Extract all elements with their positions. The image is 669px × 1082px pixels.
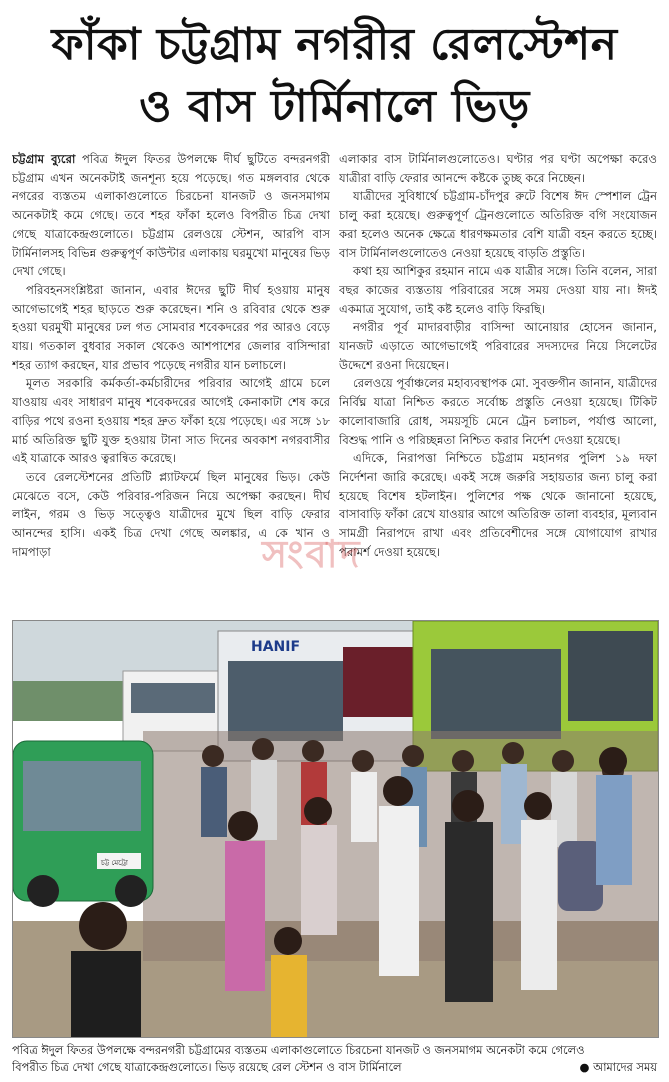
watermark: সংবাদ <box>262 532 362 576</box>
headline <box>12 0 657 138</box>
article-column-left <box>12 150 330 610</box>
article-column-right <box>339 150 657 610</box>
photo-bus-green-windshield <box>431 649 561 739</box>
photo-person-pink <box>225 841 265 991</box>
article-paragraph: কথা হয় আশিকুর রহমান নামে এক যাত্রীর সঙ্গে। তিনি বলেন, সারা বছর কাজের ব্যস্ততায় পরিবারের সঙ্গে সময় দেওয়া যায় না। ঈদই একমাত্র সুযোগ, তাই কষ্ট হলেও বাড়ি ফিরছি। <box>339 264 657 316</box>
article-paragraph: রেলওয়ে পূর্বাঞ্চলের মহাব্যবস্থাপক মো. সুবক্তগীন জানান, যাত্রীদের নির্বিঘ্ন যাত্রা নিশ্চিত করতে সর্বোচ্চ প্রস্তুতি নেওয়া হয়েছে। টিকিট কালোবাজারি রোধ, সময়সূচি মেনে ট্রেন চলাচল, পর্যাপ্ত আলো, বিশুদ্ধ পানি ও পরিচ্ছন্নতা নিশ্চিত করার নির্দেশ দেওয়া হয়েছে। <box>339 376 657 447</box>
headline-line-2: ও বাস টার্মিনালে ভিড় <box>139 81 530 132</box>
article-paragraph: পরিবহনসংশ্লিষ্টরা জানান, এবার ঈদের ছুটি দীর্ঘ হওয়ায় মানুষ আগেভাগেই শহর ছাড়তে শুরু করেছেন। শনি ও রবিবার থেকে শুরু হওয়া ঘরমুখী মানুষের ঢল গত সোমবার শবেকদরের পর আরও বেড়ে যায়। গতকাল বুধবার সকাল থেকেও আশপাশের জেলার বাসিন্দারা শহর ত্যাগ করছেন, যার প্রভাব পড়েছে নগরীর যান চলাচলে। <box>12 282 330 372</box>
article-paragraph: মূলত সরকারি কর্মকর্তা-কর্মচারীদের পরিবার আগেই গ্রামে চলে যাওয়ায় এবং সাধারণ মানুষ শবেকদরের আগেই কেনাকাটা শেষ করে বাড়ির পথে রওনা হওয়ায় শহর দ্রুত ফাঁকা হয়ে পড়েছে। এর সঙ্গে ১৮ মার্চ অতিরিক্ত ছুটি যুক্ত হওয়ায় টানা সাত দিনের অবকাশ নগরবাসীর এই যাত্রাকে আরও ত্বরান্বিত করেছে। <box>12 376 330 466</box>
headline-line-1: ফাঁকা চট্টগ্রাম নগরীর রেলস্টেশন <box>51 19 618 70</box>
photo-credit: ● আমাদের সময় <box>579 1060 657 1074</box>
news-photo <box>12 620 659 1038</box>
photo-caption <box>12 1042 657 1076</box>
caption-line-2: বিপরীত চিত্র দেখা গেছে যাত্রাকেন্দ্রগুলোতে। ভিড় রয়েছে রেল স্টেশন ও বাস টার্মিনালে <box>12 1060 402 1074</box>
article-paragraph: যাত্রীদের সুবিধার্থে চট্টগ্রাম-চাঁদপুর রুটে বিশেষ ঈদ স্পেশাল ট্রেন চালু করা হয়েছে। গুরুত্বপূর্ণ ট্রেনগুলোতে অতিরিক্ত বগি সংযোজন করা হলেও অনেক ক্ষেত্রে ধারণক্ষমতার বেশি যাত্রী বহন করতে হচ্ছে। বাস টার্মিনালগুলোতেও নেওয়া হয়েছে বাড়তি প্রস্তুতি। <box>339 189 657 260</box>
photo-bus-green-side <box>568 631 653 721</box>
photo-bus-hanif-windshield <box>228 661 343 741</box>
paragraph-text: পবিত্র ঈদুল ফিতর উপলক্ষে দীর্ঘ ছুটিতে বন্দরনগরী চট্টগ্রাম এখন অনেকটাই জনশূন্য হয়ে পড়েছে। গত মঙ্গলবার থেকে নগরের ব্যস্ততম এলাকাগুলোতে চিরচেনা যানজট ও জনসমাগম অনেকটাই কমে গেছে। তবে শহর ফাঁকা হলেও বিপরীত চিত্র দেখা গেছে যাত্রাকেন্দ্রগুলোতে। চট্টগ্রাম রেলওয়ে স্টেশন, আরপি বাস টার্মিনালসহ বিভিন্ন গুরুত্বপূর্ণ কাউন্টার এলাকায় ঘরমুখো মানুষের ভিড় দেখা গেছে। <box>12 152 330 279</box>
caption-line-1: পবিত্র ঈদুল ফিতর উপলক্ষে বন্দরনগরী চট্টগ্রামের ব্যস্ততম এলাকাগুলোতে চিরচেনা যানজট ও জনসমাগম অনেকটা কমে গেলেও <box>12 1043 585 1057</box>
article-paragraph: নগরীর পূর্ব মাদারবাড়ীর বাসিন্দা আনোয়ার হোসেন জানান, যানজট এড়াতে আগেভাগেই পরিবারের সদস্যদের নিয়ে সিলেটের উদ্দেশে রওনা দিয়েছেন। <box>339 320 657 372</box>
photo-bus-far-window <box>131 683 215 713</box>
article-paragraph: এদিকে, নিরাপত্তা নিশ্চিতে চট্টগ্রাম মহানগর পুলিশ ১৯ দফা নির্দেশনা জারি করেছে। একই সঙ্গে জরুরি সহায়তার জন্য চালু করা হয়েছে বিশেষ হটলাইন। পুলিশের পক্ষ থেকে জানানো হয়েছে, বাসাবাড়ি ফাঁকা রেখে যাওয়ার আগে অতিরিক্ত তালা ব্যবহার, মূল্যবান সামগ্রী নিরাপদে রাখা এবং প্রতিবেশীদের সঙ্গে যোগাযোগ রাখার পরামর্শ দেওয়া হয়েছে। <box>339 451 657 559</box>
photo-cng-plate-text: চট্ট মেট্রো <box>101 859 128 867</box>
photo-person-front <box>71 951 141 1037</box>
photo-bus-sign: HANIF <box>251 639 301 655</box>
article-paragraph: এলাকার বাস টার্মিনালগুলোতেও। ঘণ্টার পর ঘণ্টা অপেক্ষা করেও যাত্রীরা বাড়ি ফেরার আনন্দে কষ্টকে তুচ্ছ করে নিচ্ছেন। <box>339 152 657 185</box>
article-paragraph <box>12 150 330 281</box>
photo-cng-windshield <box>23 761 141 831</box>
byline: চট্টগ্রাম ব্যুরো <box>12 152 76 166</box>
article-paragraph: তবে রেলস্টেশনের প্রতিটি প্ল্যাটফর্মে ছিল মানুষের ভিড়। কেউ মেঝেতে বসে, কেউ পরিবার-পরিজন নিয়ে অপেক্ষা করছেন। দীর্ঘ লাইন, গরম ও ভিড় সত্ত্বেও যাত্রীদের মুখে ছিল বাড়ি ফেরার আনন্দের হাসি। একই চিত্র দেখা গেছে অলঙ্কার, এ কে খান ও দামপাড়া <box>12 469 330 559</box>
photo-illustration <box>13 621 658 1037</box>
article-body <box>12 150 657 610</box>
